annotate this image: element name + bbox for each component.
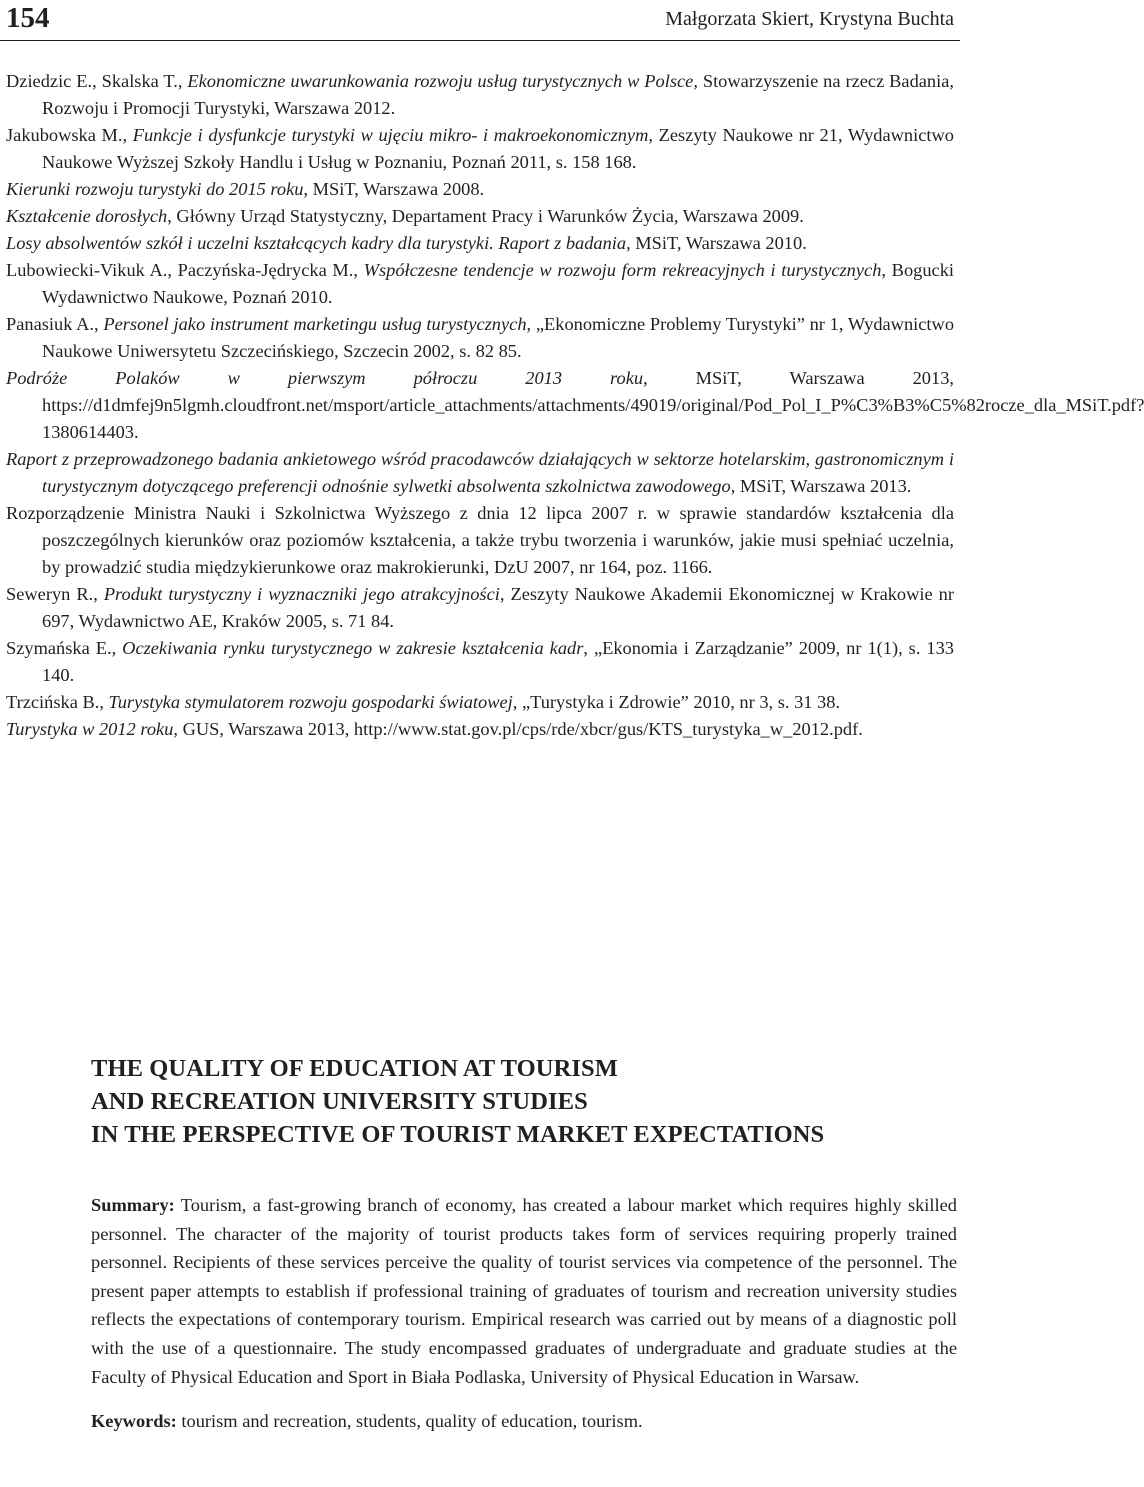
reference-entry (6, 230, 954, 257)
reference-text: , „Ekonomia i Zarządzanie” 2009, nr 1(1), s. 133 140. (42, 638, 955, 685)
title-line-2: AND RECREATION UNIVERSITY STUDIES (91, 1088, 588, 1115)
reference-title: Turystyka stymulatorem rozwoju gospodarki światowej (108, 692, 513, 712)
reference-text: , MSiT, Warszawa 2013. (730, 476, 912, 496)
title-line-3: IN THE PERSPECTIVE OF TOURIST MARKET EXPECTATIONS (91, 1121, 825, 1148)
reference-title: Turystyka w 2012 roku (6, 719, 174, 739)
reference-entry (6, 203, 954, 230)
keywords-paragraph (91, 1407, 957, 1435)
reference-title: Kształcenie dorosłych (6, 206, 168, 226)
reference-text: , Główny Urząd Statystyczny, Departament Pracy i Warunków Życia, Warszawa 2009. (167, 206, 804, 226)
reference-entry (6, 176, 954, 203)
reference-entry (6, 311, 954, 365)
reference-text: , MSiT, Warszawa 2013, https://d1dmfej9n5lgmh.cloudfront.net/msport/article_attachments/attachments/49019/original/Pod_Pol_I_P%C3%B3%C5%82rocze_dla_MSiT.pdf?1380614403. (42, 368, 1144, 442)
keywords-text: tourism and recreation, students, quality of education, tourism. (176, 1411, 643, 1432)
summary-paragraph (91, 1191, 957, 1391)
reference-text: , Zeszyty Naukowe nr 21, Wydawnictwo Naukowe Wyższej Szkoły Handlu i Usług w Poznaniu, Poznań 2011, s. 158 168. (42, 125, 954, 172)
reference-entry (6, 257, 954, 311)
summary-label: Summary: (91, 1195, 175, 1215)
reference-title: Oczekiwania rynku turystycznego w zakresie kształcenia kadr (122, 638, 584, 658)
reference-entry (6, 446, 954, 500)
reference-list (6, 68, 1144, 743)
reference-title: Funkcje i dysfunkcje turystyki w ujęciu mikro- i makroekonomicznym (132, 125, 649, 145)
reference-text: , MSiT, Warszawa 2010. (626, 233, 807, 253)
reference-entry (6, 365, 1144, 446)
reference-entry (6, 635, 954, 689)
reference-text: , Bogucki Wydawnictwo Naukowe, Poznań 2010. (42, 260, 954, 307)
reference-entry (6, 68, 954, 122)
reference-title: Produkt turystyczny i wyznaczniki jego atrakcyjności (103, 584, 500, 604)
reference-title: Ekonomiczne uwarunkowania rozwoju usług turystycznych w Polsce (187, 71, 694, 91)
reference-text: Jakubowska M., (6, 125, 133, 145)
reference-text: Panasiuk A., (6, 314, 104, 334)
summary-text: Tourism, a fast-growing branch of economy, has created a labour market which requires highly skilled personnel. The character of the majority of tourist products takes form of services requiring properly trained personnel. Recipients of these services perceive the quality of tourist services via competence of the personnel. The present paper attempts to establish if professional training of graduates of tourism and recreation university studies reflects the expectations of contemporary tourism. Empirical research was carried out by means of a diagnostic poll with the use of a questionnaire. The study encompassed graduates of undergraduate and graduate studies at the Faculty of Physical Education and Sport in Biała Podlaska, University of Physical Education in Warsaw. (91, 1195, 957, 1387)
reference-text: , „Ekonomiczne Problemy Turystyki” nr 1, Wydawnictwo Naukowe Uniwersytetu Szczecińskiego, Szczecin 2002, s. 82 85. (42, 314, 955, 361)
reference-title: Losy absolwentów szkół i uczelni kształcących kadry dla turystyki. Raport z badania (6, 233, 627, 253)
reference-text: , Stowarzyszenie na rzecz Badania, Rozwoju i Promocji Turystyki, Warszawa 2012. (42, 71, 954, 118)
reference-text: , „Turystyka i Zdrowie” 2010, nr 3, s. 31 38. (512, 692, 841, 712)
article-title (91, 1052, 957, 1151)
reference-text: Seweryn R., (6, 584, 104, 604)
reference-text: , MSiT, Warszawa 2008. (303, 179, 485, 199)
english-abstract (91, 1052, 957, 1435)
page-header (0, 0, 960, 41)
reference-title: Współczesne tendencje w rozwoju form rekreacyjnych i turystycznych (363, 260, 882, 280)
reference-entry (6, 500, 954, 581)
reference-title: Raport z przeprowadzonego badania ankietowego wśród pracodawców działających w sektorze hotelarskim, gastronomicznym i turystycznym dotyczącego preferencji odnośnie sylwetki absolwenta szkolnictwa zawodowego (6, 449, 954, 496)
keywords-label: Keywords: (91, 1411, 177, 1432)
reference-text: Rozporządzenie Ministra Nauki i Szkolnictwa Wyższego z dnia 12 lipca 2007 r. w sprawie standardów kształcenia dla poszczególnych kierunków oraz poziomów kształcenia, a także trybu tworzenia i warunków, jakie musi spełniać uczelnia, by prowadzić studia międzykierunkowe oraz makrokierunki, DzU 2007, nr 164, poz. 1166. (6, 503, 954, 577)
reference-title: Podróże Polaków w pierwszym półroczu 2013 roku (6, 368, 644, 388)
reference-text: , Zeszyty Naukowe Akademii Ekonomicznej w Krakowie nr 697, Wydawnictwo AE, Kraków 2005, s. 71 84. (42, 584, 954, 631)
reference-text: , GUS, Warszawa 2013, http://www.stat.gov.pl/cps/rde/xbcr/gus/KTS_turystyka_w_2012.pdf. (173, 719, 863, 739)
reference-entry (6, 122, 954, 176)
reference-title: Kierunki rozwoju turystyki do 2015 roku (6, 179, 304, 199)
reference-text: Trzcińska B., (6, 692, 109, 712)
reference-entry (6, 689, 954, 716)
reference-entry (6, 581, 954, 635)
running-head-authors: Małgorzata Skiert, Krystyna Buchta (665, 8, 954, 30)
reference-text: Szymańska E., (6, 638, 123, 658)
reference-title: Personel jako instrument marketingu usług turystycznych (103, 314, 527, 334)
page-number: 154 (6, 2, 50, 34)
title-line-1: THE QUALITY OF EDUCATION AT TOURISM (91, 1055, 618, 1082)
reference-entry (6, 716, 954, 743)
reference-text: Lubowiecki-Vikuk A., Paczyńska-Jędrycka M., (6, 260, 364, 280)
reference-text: Dziedzic E., Skalska T., (6, 71, 188, 91)
